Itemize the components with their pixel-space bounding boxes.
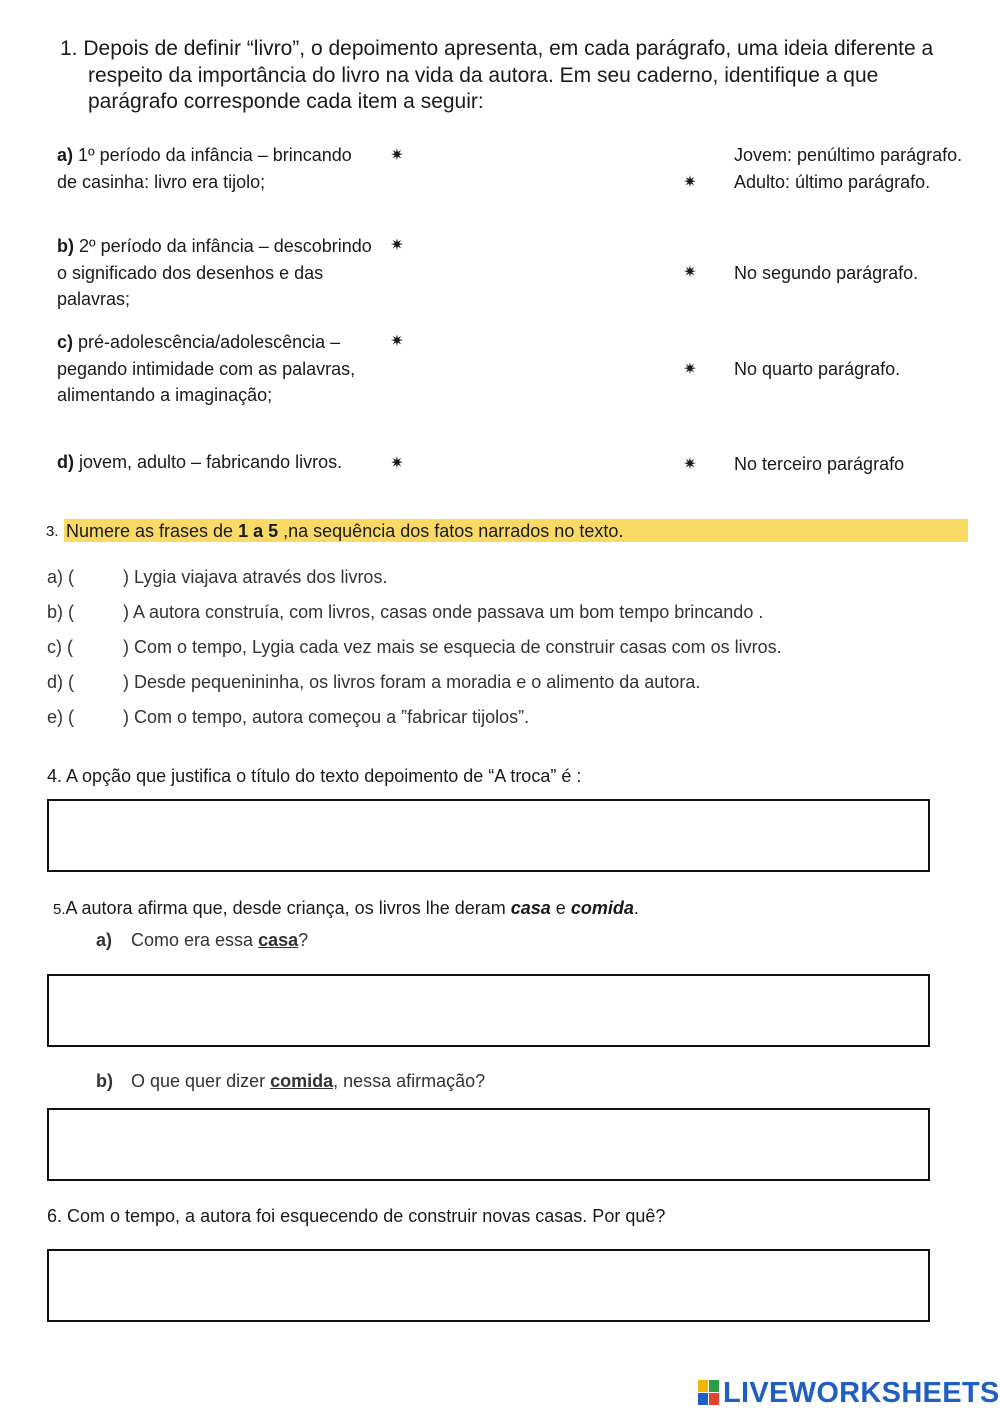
- match-left-anchor-c[interactable]: ✷: [390, 333, 404, 350]
- question-5a-answer-box[interactable]: [47, 974, 930, 1047]
- match-right-item-4: No terceiro parágrafo: [734, 454, 905, 474]
- question-4-text: 4. A opção que justifica o título do texto depoimento de “A troca” é :: [47, 766, 582, 786]
- match-left-anchor-d[interactable]: ✷: [390, 455, 404, 472]
- match-left-item-a: a) 1º período da infância – brincando de casinha: livro era tijolo;: [57, 145, 352, 192]
- question-1-number: 1.: [60, 37, 78, 60]
- match-right-anchor-1[interactable]: ✷: [683, 174, 697, 191]
- question-3-heading: [46, 519, 968, 543]
- sequence-item-d: d) ( ) Desde pequenininha, os livros foram a moradia e o alimento da autora.: [47, 672, 701, 692]
- question-6-answer-box[interactable]: [47, 1249, 930, 1322]
- match-left-item-c: c) pré-adolescência/adolescência – pegando intimidade com as palavras, alimentando a imaginação;: [57, 332, 356, 405]
- question-5-number: 5.: [53, 901, 66, 918]
- question-6-text: 6. Com o tempo, a autora foi esquecendo de construir novas casas. Por quê?: [47, 1206, 666, 1226]
- question-5b-answer-box[interactable]: [47, 1108, 930, 1181]
- question-5b-text: b) O que quer dizer comida, nessa afirmação?: [96, 1071, 486, 1091]
- match-right-anchor-4[interactable]: ✷: [683, 456, 697, 473]
- match-left-anchor-b[interactable]: ✷: [390, 237, 404, 254]
- liveworksheets-logo-text: LIVEWORKSHEETS: [723, 1377, 1000, 1409]
- question-3-highlight: Numere as frases de 1 a 5 ,na sequência dos fatos narrados no texto.: [64, 519, 968, 542]
- question-1-text: [60, 36, 958, 116]
- sequence-item-c: c) ( ) Com o tempo, Lygia cada vez mais se esquecia de construir casas com os livros.: [47, 637, 782, 657]
- liveworksheets-logo: [698, 1376, 1000, 1410]
- question-4-answer-box[interactable]: [47, 799, 930, 872]
- match-right-item-1: Jovem: penúltimo parágrafo. Adulto: último parágrafo.: [734, 145, 963, 192]
- liveworksheets-logo-icon: [698, 1380, 720, 1406]
- match-right-item-2: No segundo parágrafo.: [734, 263, 919, 283]
- sequence-blank-c[interactable]: c) (: [47, 637, 73, 657]
- question-5-text: 5.A autora afirma que, desde criança, os livros lhe deram casa e comida.: [53, 898, 639, 918]
- match-left-item-b: b) 2º período da infância – descobrindo o significado dos desenhos e das palavras;: [57, 236, 372, 309]
- match-right-anchor-2[interactable]: ✷: [683, 264, 697, 281]
- sequence-item-b: b) ( ) A autora construía, com livros, casas onde passava um bom tempo brincando .: [47, 602, 764, 622]
- sequence-item-a: a) ( ) Lygia viajava através dos livros.: [47, 567, 388, 587]
- question-5a-text: a) Como era essa casa?: [96, 930, 309, 950]
- sequence-blank-e[interactable]: e) (: [47, 707, 74, 727]
- question-3-number: 3.: [46, 523, 59, 540]
- sequence-item-e: e) ( ) Com o tempo, autora começou a ”fabricar tijolos”.: [47, 707, 530, 727]
- question-1-body: Depois de definir “livro”, o depoimento apresenta, em cada parágrafo, uma ideia diferente a respeito da importância do livro na vida da autora. Em seu caderno, identifique a que parágrafo corresponde cada item a seguir:: [83, 37, 934, 113]
- match-right-item-3: No quarto parágrafo.: [734, 359, 901, 379]
- match-left-anchor-a[interactable]: ✷: [390, 147, 404, 164]
- sequence-blank-d[interactable]: d) (: [47, 672, 74, 692]
- sequence-blank-b[interactable]: b) (: [47, 602, 74, 622]
- match-right-anchor-3[interactable]: ✷: [683, 361, 697, 378]
- sequence-blank-a[interactable]: a) (: [47, 567, 74, 587]
- match-left-item-d: d) jovem, adulto – fabricando livros.: [57, 452, 343, 472]
